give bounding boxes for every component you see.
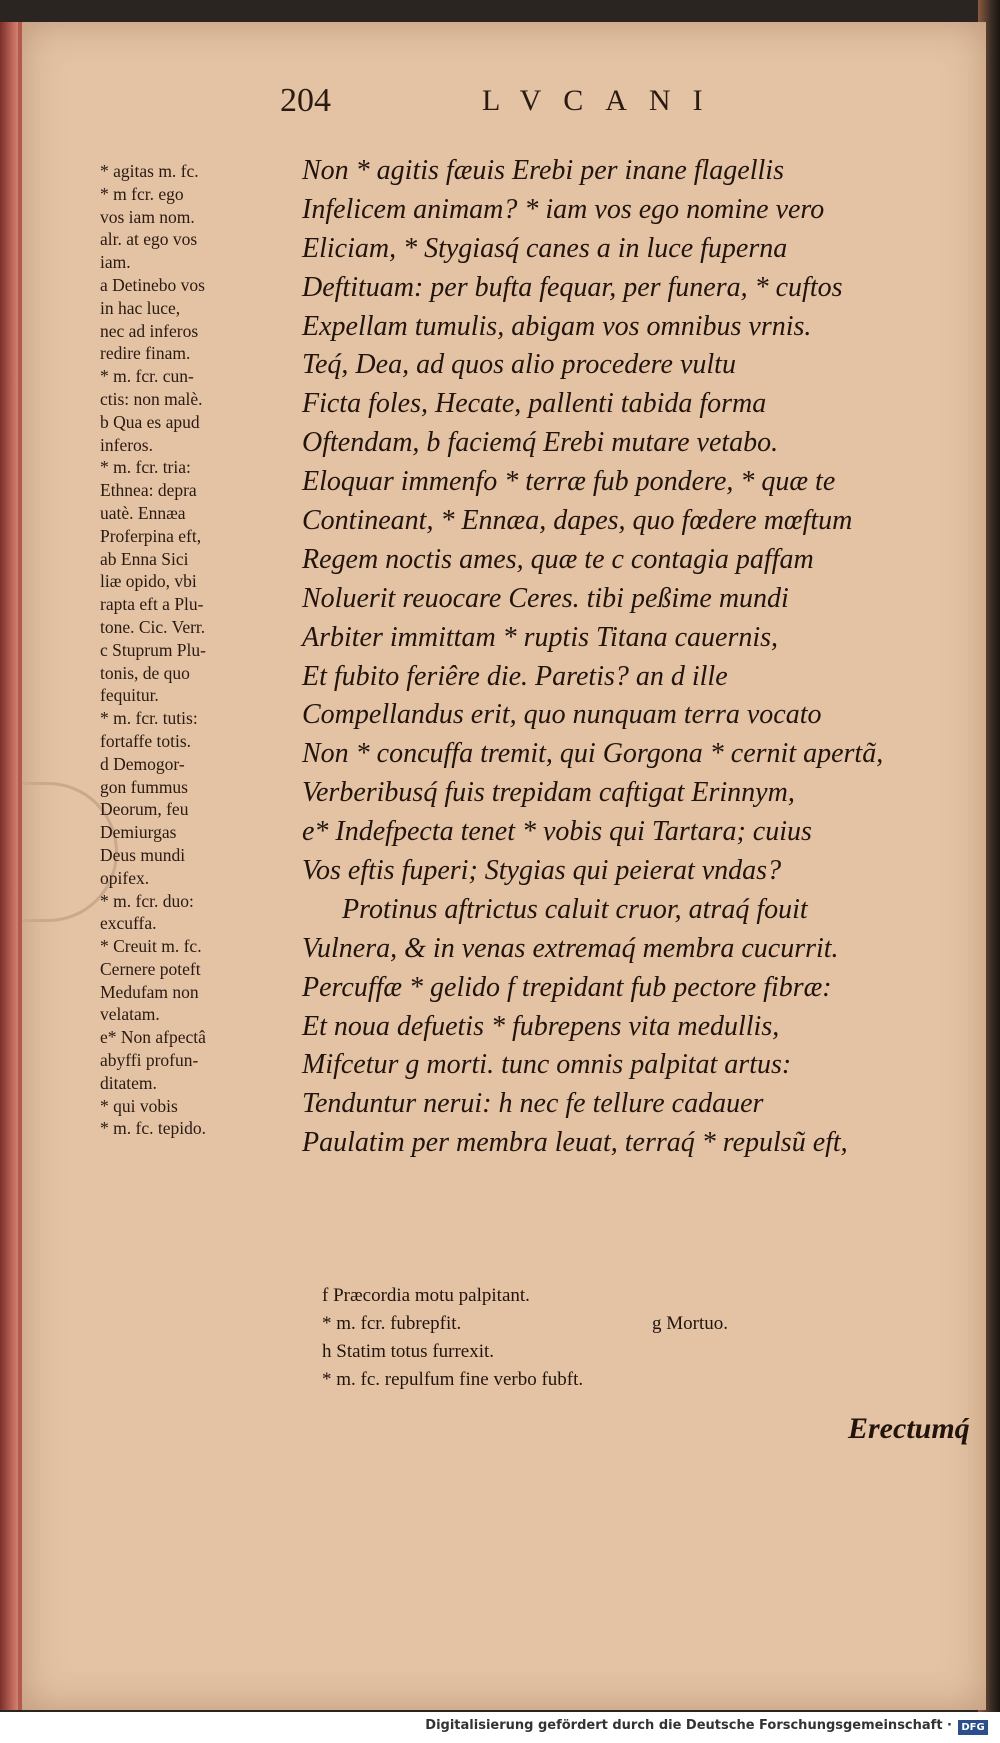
dfg-logo-icon: DFG [958, 1720, 988, 1735]
margin-note-line: * m fcr. ego [100, 183, 184, 204]
margin-note-line: e* Non afpectâ [100, 1027, 206, 1048]
verse-line: Paulatim per membra leuat, terraq́ * repulsũ eft, [302, 1127, 848, 1159]
margin-note-line: Deorum, feu [100, 799, 189, 820]
margin-note-line: fortaffe totis. [100, 730, 192, 751]
footnote-right: g Mortuo. [652, 1313, 728, 1334]
margin-note-line: alr. at ego vos [100, 229, 198, 250]
margin-note-line: inferos. [100, 434, 153, 455]
margin-note-line: * qui vobis [100, 1095, 178, 1116]
verse-line: Noluerit reuocare Ceres. tibi peßime mundi [302, 582, 789, 614]
verse-line: Verberibusq́ fuis trepidam caftigat Erinnym, [302, 777, 795, 809]
margin-note-line: uatè. Ennæa [100, 502, 186, 523]
margin-note-line: Proferpina eft, [100, 525, 202, 546]
verse-line: Teq́, Dea, ad quos alio procedere vultu [302, 349, 736, 381]
margin-note-line: rapta eft a Plu- [100, 594, 204, 615]
footnotes [322, 1282, 842, 1394]
margin-note-line: Ethnea: depra [100, 480, 197, 501]
verse-line: Et fubito feriêre die. Paretis? an d ille [302, 660, 728, 692]
margin-note-line: * m. fcr. tria: [100, 457, 191, 478]
footnote-left: * m. fc. repulfum fine verbo fubft. [322, 1369, 584, 1390]
footnote-left: h Statim totus furrexit. [322, 1341, 495, 1362]
verse-line: Regem noctis ames, quæ te c contagia paffam [302, 543, 814, 575]
margin-note-line: Medufam non [100, 981, 199, 1002]
margin-note-line: Deus mundi [100, 844, 186, 865]
attribution-text: Digitalisierung gefördert durch die Deutsche Forschungsgemeinschaft · [425, 1718, 952, 1733]
footnote-left: f Præcordia motu palpitant. [322, 1285, 530, 1306]
margin-note-line: d Demogor- [100, 753, 185, 774]
margin-note-line: opifex. [100, 867, 150, 888]
running-title: LVCANI [482, 84, 725, 117]
verse-line: Compellandus erit, quo nunquam terra vocato [302, 699, 822, 731]
footnote-row [322, 1310, 842, 1338]
margin-note-line: b Qua es apud [100, 411, 200, 432]
attribution-bar [0, 1712, 1000, 1743]
margin-note-line: gon fummus [100, 776, 188, 797]
margin-note-line: Demiurgas [100, 822, 177, 843]
margin-note-line: a Detinebo vos [100, 274, 205, 295]
verse-line: Non * agitis fæuis Erebi per inane flagellis [302, 155, 784, 186]
verse-line: Vulnera, & in venas extremaq́ membra cucurrit. [302, 932, 839, 964]
verse-line: Eloquar immenfo * terræ fub pondere, * quæ te [302, 466, 836, 498]
margin-note-line: * m. fcr. cun- [100, 366, 194, 387]
footnote-left: * m. fcr. fubrepfit. [322, 1313, 462, 1334]
margin-note-line: velatam. [100, 1004, 160, 1025]
verse-line: Eliciam, * Stygiasq́ canes a in luce fuperna [302, 232, 788, 264]
margin-note-line: excuffa. [100, 913, 157, 934]
margin-note-line: tonis, de quo [100, 662, 190, 683]
margin-note-line: Cernere poteft [100, 958, 201, 979]
page-number: 204 [280, 82, 331, 119]
margin-note-line: * m. fc. tepido. [100, 1118, 206, 1139]
book-page [18, 22, 986, 1710]
verse-line: Deftituam: per bufta fequar, per funera, * cuftos [302, 271, 843, 303]
footnote-row [322, 1338, 842, 1366]
margin-note-line: * m. fcr. duo: [100, 890, 194, 911]
verse-line: Arbiter immittam * ruptis Titana cauernis, [302, 621, 779, 653]
footnote-row [322, 1366, 842, 1394]
page-header [22, 82, 986, 132]
margin-note-line: redire finam. [100, 343, 191, 364]
margin-note-line: liæ opido, vbi [100, 571, 197, 592]
verse-line: Oftendam, b faciemq́ Erebi mutare vetabo. [302, 427, 779, 459]
margin-notes [100, 160, 290, 1140]
verse-line: Et noua defuetis * fubrepens vita medullis, [302, 1010, 780, 1042]
margin-note-line: * m. fcr. tutis: [100, 708, 198, 729]
verse-line: Contineant, * Ennæa, dapes, quo fœdere mœftum [302, 505, 853, 537]
verse-line: Percuffæ * gelido f trepidant fub pectore fibræ: [302, 971, 832, 1003]
margin-note-line: * Creuit m. fc. [100, 936, 202, 957]
verse-line: Mifcetur g morti. tunc omnis palpitat artus: [302, 1049, 792, 1081]
verse-text [302, 152, 962, 1163]
margin-note-line: tone. Cic. Verr. [100, 616, 206, 637]
verse-line: Non * concuffa tremit, qui Gorgona * cernit apertã, [302, 738, 884, 770]
margin-note-line: iam. [100, 252, 131, 273]
verse-line: Ficta foles, Hecate, pallenti tabida forma [302, 388, 767, 420]
margin-note-line: in hac luce, [100, 297, 181, 318]
margin-note-line: nec ad inferos [100, 320, 199, 341]
margin-note-line: ctis: non malè. [100, 388, 203, 409]
verse-line: Protinus aftrictus caluit cruor, atraq́ fouit [342, 893, 808, 925]
verse-line: e* Indefpecta tenet * vobis qui Tartara; cuius [302, 816, 812, 848]
margin-note-line: c Stuprum Plu- [100, 639, 206, 660]
catchword: Erectumq́ [848, 1412, 970, 1445]
margin-note-line: * agitas m. fc. [100, 161, 199, 181]
verse-line: Tenduntur nerui: h nec fe tellure cadauer [302, 1088, 764, 1120]
footnote-row [322, 1282, 842, 1310]
verse-line: Expellam tumulis, abigam vos omnibus vrnis. [302, 310, 812, 342]
verse-line: Infelicem animam? * iam vos ego nomine vero [302, 193, 825, 225]
margin-note-line: ditatem. [100, 1072, 157, 1093]
margin-note-line: abyffi profun- [100, 1050, 199, 1071]
verse-line: Vos eftis fuperi; Stygias qui peierat vndas? [302, 855, 782, 887]
margin-note-line: vos iam nom. [100, 206, 195, 227]
margin-note-line: ab Enna Sici [100, 548, 189, 569]
margin-note-line: fequitur. [100, 685, 159, 706]
